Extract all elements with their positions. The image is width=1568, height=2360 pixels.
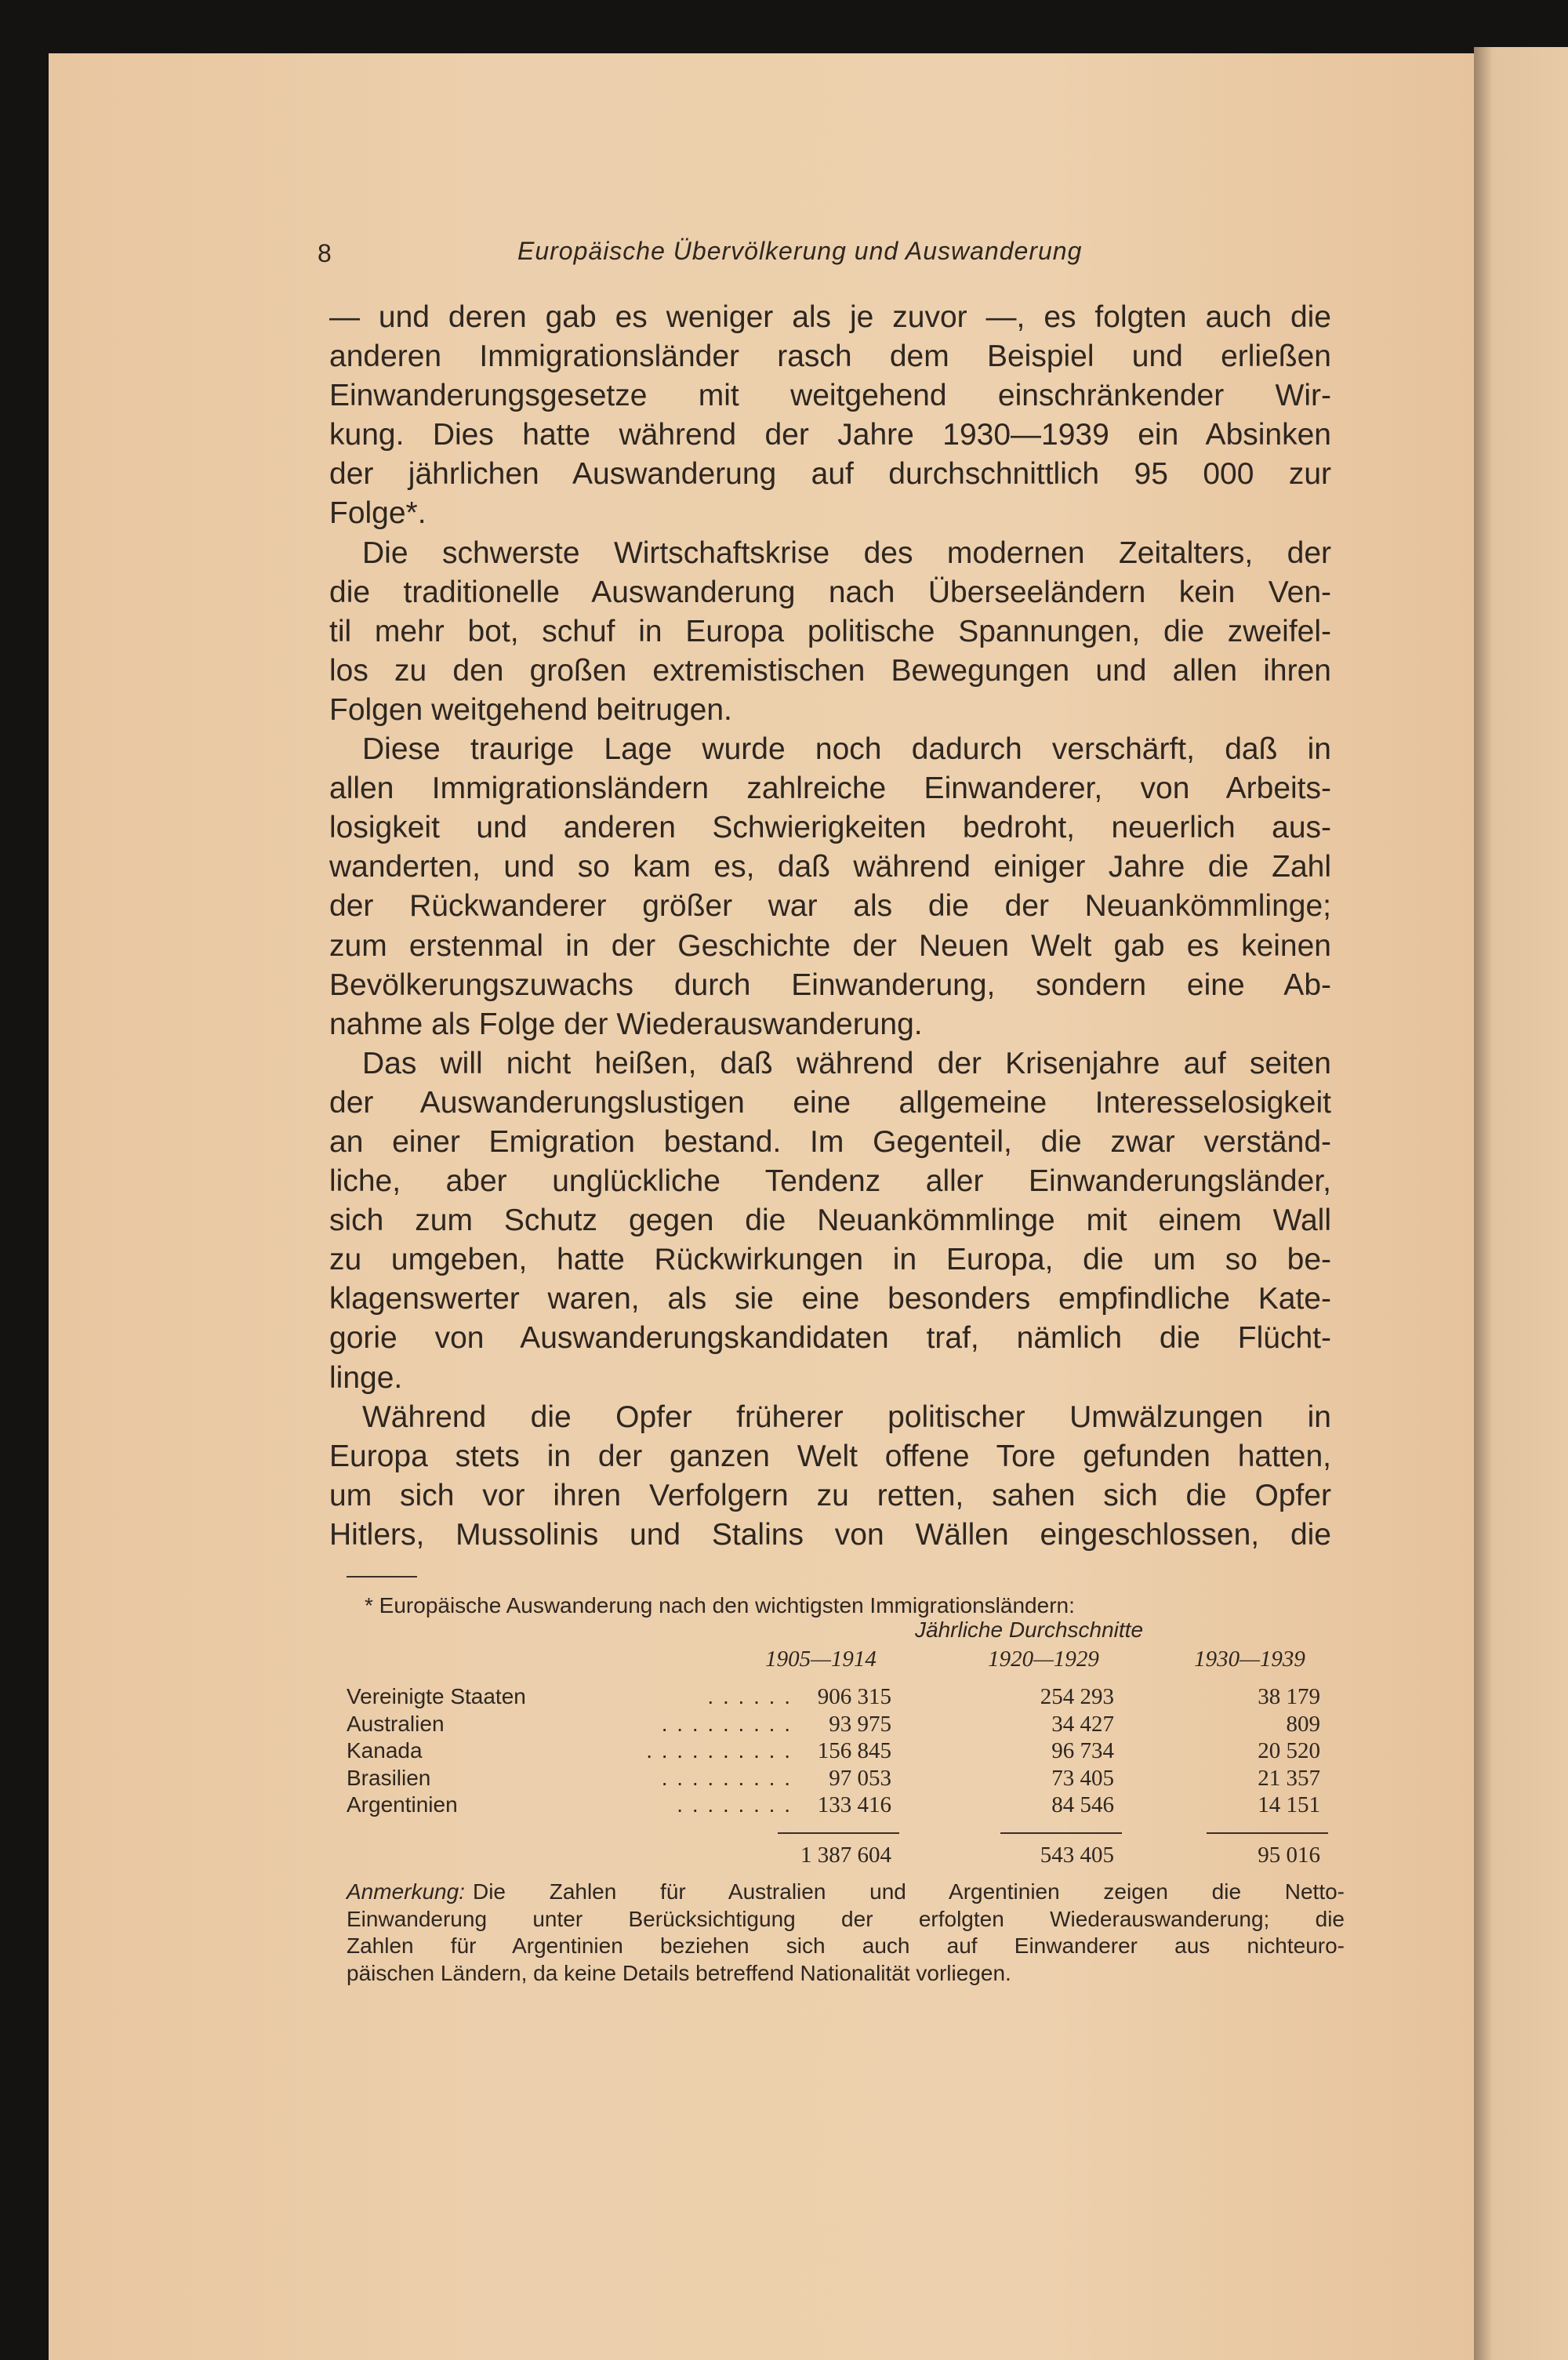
text-line-content: Folge*. [329,496,426,531]
table-cell: 73 405 [1051,1765,1114,1791]
text-line-content: Europa stets in der ganzen Welt offene Tore gefunden hatten, [329,1439,1331,1473]
text-line-content: los zu den großen extremistischen Bewegungen und allen ihren [329,653,1331,688]
text-line [329,730,1331,769]
column-header: 1920—1929 [988,1647,1099,1672]
text-line-content: linge. [329,1360,403,1395]
dot-leader: . . . . . . . . . . [646,1738,792,1763]
row-label: Kanada [347,1738,423,1763]
text-line-content: um sich vor ihren Verfolgern zu retten, sahen sich die Opfer [329,1478,1331,1512]
text-line [329,1359,1331,1398]
row-label: Brasilien [347,1765,431,1790]
column-header: 1905—1914 [765,1647,877,1672]
text-line-content: der Rückwanderer größer war als die der Neuankömmlinge; [329,889,1331,924]
text-line [329,455,1331,494]
text-line-content: allen Immigrationsländern zahlreiche Einwanderer, von Arbeits- [329,772,1331,806]
footnote-intro: * Europäische Auswanderung nach den wichtigsten Immigrationsländern: [365,1593,1075,1618]
row-label: Argentinien [347,1792,458,1817]
text-line [329,1319,1331,1358]
table-cell: 84 546 [1051,1792,1114,1818]
text-line-content: wanderten, und so kam es, daß während einiger Jahre die Zahl [329,850,1331,884]
text-line-content: til mehr bot, schuf in Europa politische Spannungen, die zweifel- [329,614,1331,648]
table-cell: 21 357 [1258,1765,1320,1791]
text-line [329,573,1331,612]
body-text [329,298,1331,1555]
row-label: Vereinigte Staaten [347,1684,526,1708]
text-line [329,1398,1331,1437]
text-line-content: Bevölkerungszuwachs durch Einwanderung, sondern eine Ab- [329,968,1331,1002]
text-line [329,887,1331,926]
text-line-content: nahme als Folge der Wiederauswanderung. [329,1007,923,1041]
footnote-note [347,1879,1345,1987]
text-line-content: gorie von Auswanderungskandidaten traf, nämlich die Flücht- [329,1321,1331,1356]
text-line [329,416,1331,455]
text-line-content: die traditionelle Auswanderung nach Überseeländern kein Ven- [329,575,1331,609]
text-line-content: anderen Immigrationsländer rasch dem Beispiel und erließen [329,339,1331,374]
table-cell: 34 427 [1051,1711,1114,1737]
note-text: Zahlen für Argentinien beziehen sich auch auf Einwanderer aus nichteuro- [347,1933,1345,1959]
text-line [329,808,1331,848]
next-page-edge [1474,47,1568,2360]
table-cell: 809 [1286,1711,1320,1737]
text-line [329,1123,1331,1162]
text-line [329,848,1331,887]
dot-leader: . . . . . . . . [677,1792,792,1817]
footnote-rule [347,1576,417,1578]
text-line [329,298,1331,337]
text-line-content: Die schwerste Wirtschaftskrise des modernen Zeitalters, der [362,536,1331,570]
page-number: 8 [318,239,332,267]
text-line [329,494,1331,533]
text-line [329,612,1331,652]
text-line [329,337,1331,376]
note-line [347,1906,1345,1933]
table-group-header: Jährliche Durchschnitte [915,1618,1144,1642]
note-text: Die Zahlen für Australien und Argentinien zeigen die Netto- [472,1879,1345,1904]
total-cell: 1 387 604 [800,1843,891,1868]
sum-rule [1000,1832,1122,1834]
table-cell: 14 151 [1258,1792,1320,1818]
table-cell: 97 053 [829,1765,891,1791]
text-line-content: der Auswanderungslustigen eine allgemeine Interesselosigkeit [329,1085,1331,1120]
text-line [329,376,1331,416]
text-line-content: Während die Opfer früherer politischer Umwälzungen in [362,1400,1331,1434]
text-line [329,1280,1331,1319]
text-line [329,1005,1331,1044]
text-line-content: zum erstenmal in der Geschichte der Neuen Welt gab es keinen [329,928,1331,963]
table-cell: 133 416 [817,1792,891,1818]
text-line [329,1201,1331,1240]
table-cell: 96 734 [1051,1738,1114,1764]
note-label: Anmerkung: [347,1879,465,1904]
note-line [347,1879,1345,1906]
table-cell: 906 315 [817,1684,891,1709]
running-title: Europäische Übervölkerung und Auswanderung [517,237,1083,265]
dot-leader: . . . . . . [707,1684,792,1708]
text-line [329,1516,1331,1555]
sum-rule [1207,1832,1328,1834]
note-line [347,1960,1345,1988]
total-cell: 95 016 [1258,1843,1320,1868]
sum-rule [778,1832,899,1834]
text-line [329,691,1331,730]
text-line-content: der jährlichen Auswanderung auf durchschnittlich 95 000 zur [329,457,1331,492]
table-cell: 20 520 [1258,1738,1320,1764]
note-line [347,1933,1345,1960]
column-header: 1930—1939 [1194,1647,1305,1672]
note-text: päischen Ländern, da keine Details betreffend Nationalität vorliegen. [347,1960,1011,1985]
note-text: Einwanderung unter Berücksichtigung der erfolgten Wiederauswanderung; die [347,1906,1345,1931]
table-cell: 93 975 [829,1711,891,1737]
text-line-content: sich zum Schutz gegen die Neuankömmlinge mit einem Wall [329,1204,1331,1238]
text-line [329,769,1331,808]
table-cell: 38 179 [1258,1684,1320,1709]
text-line-content: kung. Dies hatte während der Jahre 1930—1939 ein Absinken [329,418,1331,452]
row-label: Australien [347,1711,445,1736]
text-line [329,1044,1331,1084]
text-line-content: Einwanderungsgesetze mit weitgehend einschränkender Wir- [329,379,1331,413]
text-line [329,1240,1331,1280]
total-cell: 543 405 [1040,1843,1114,1868]
text-line-content: Folgen weitgehend beitrugen. [329,692,732,727]
text-line-content: liche, aber unglückliche Tendenz aller Einwanderungsländer, [329,1164,1331,1199]
text-line [329,1162,1331,1201]
text-line [329,1476,1331,1516]
text-line-content: Diese traurige Lage wurde noch dadurch verschärft, daß in [362,732,1331,767]
table-cell: 254 293 [1040,1684,1114,1709]
text-line-content: Hitlers, Mussolinis und Stalins von Wällen eingeschlossen, die [329,1517,1331,1552]
text-line [329,1084,1331,1123]
text-line [329,534,1331,573]
text-line-content: Das will nicht heißen, daß während der Krisenjahre auf seiten [362,1046,1331,1080]
text-line-content: klagenswerter waren, als sie eine besonders empfindliche Kate- [329,1282,1331,1316]
text-line [329,1437,1331,1476]
text-line-content: zu umgeben, hatte Rückwirkungen in Europa, die um so be- [329,1243,1331,1277]
text-line-content: — und deren gab es weniger als je zuvor —, es folgten auch die [329,300,1331,334]
table-cell: 156 845 [817,1738,891,1764]
text-line [329,927,1331,966]
dot-leader: . . . . . . . . . [661,1765,792,1790]
dot-leader: . . . . . . . . . [661,1711,792,1736]
text-line [329,652,1331,691]
text-line [329,966,1331,1005]
text-line-content: an einer Emigration bestand. Im Gegenteil, die zwar verständ- [329,1124,1331,1159]
text-line-content: losigkeit und anderen Schwierigkeiten bedroht, neuerlich aus- [329,811,1331,845]
